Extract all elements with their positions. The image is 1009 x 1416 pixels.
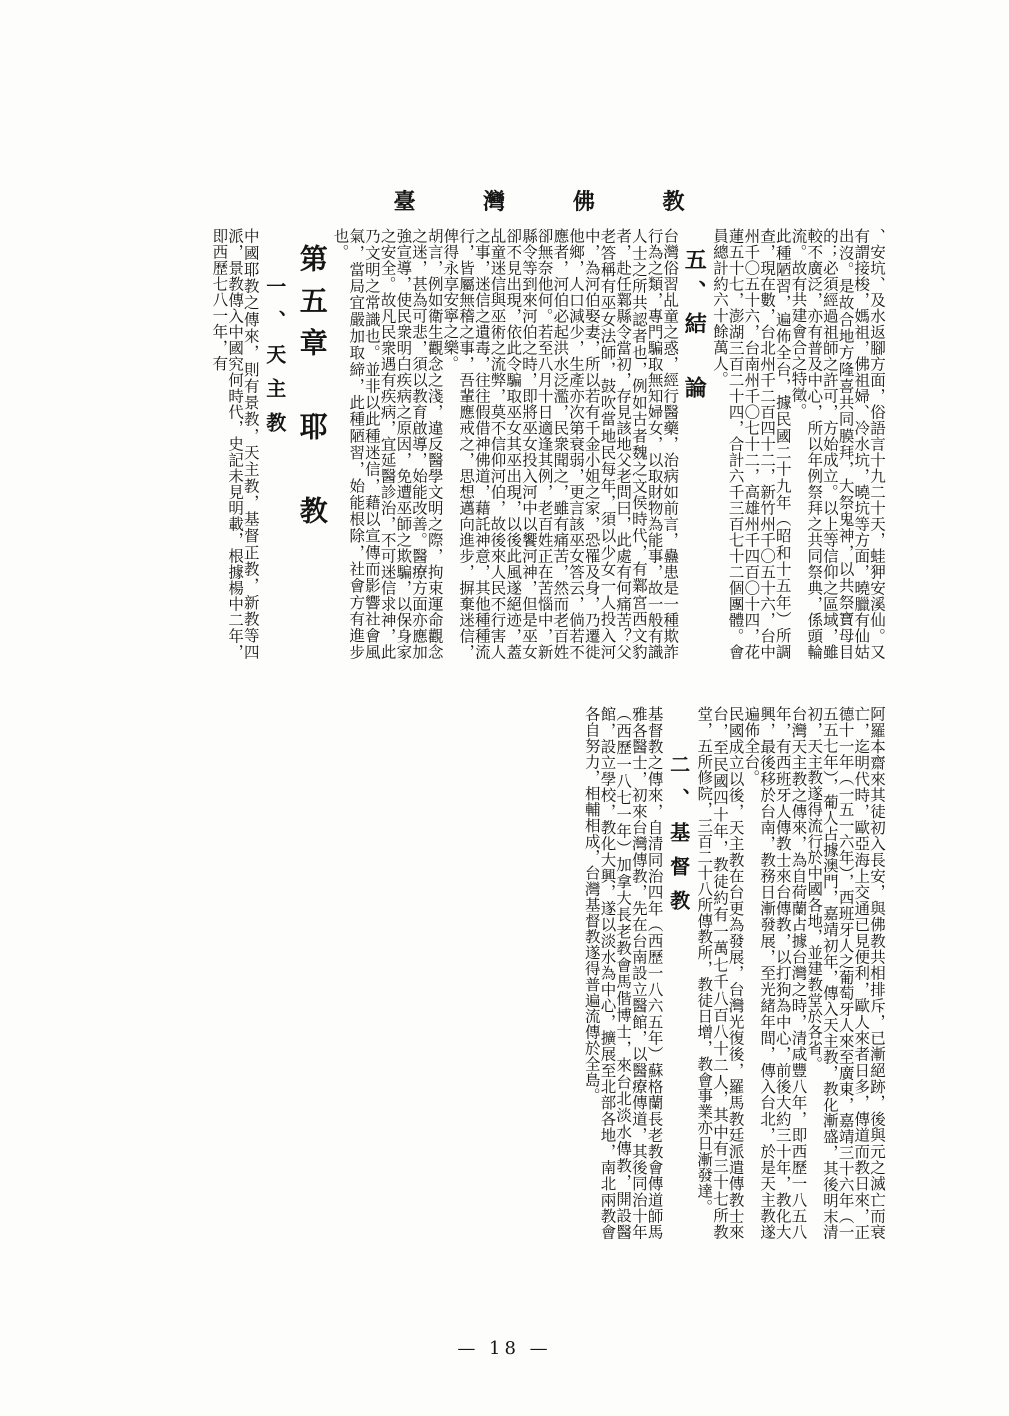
chapter-heading: 第五章 耶 教: [295, 244, 329, 538]
lower-block: [182, 706, 884, 1240]
running-head-title: 臺 灣 佛 教: [393, 188, 715, 215]
lower-para-d: 台灣天主教之傳來，為自荷蘭占據台灣之時，清咸豐八年，即西歷一八五八年，有西班牙人傳教士來台傳教，以打狗為中心，前後大約三十年，教化大興，最後移於台南，教務日漸發展，至光緒年間，傳入台北，於是天主教遂遍佈全台。: [742, 706, 808, 1240]
conclusion-text-2: 胡言，例如衛生觀念之淺，違反醫學文明之際，拘束運命觀念之迷，甚為可悲，須以教育啟導，始能改善。醫療方面亦應加強宣導，使民衆明白疾病之原因，免遭巫師之欺騙，以保身家之安全。故凡民衆遇有疾病，宜延醫診治，不可迷信求神，此乃文明之常識也。並非以此種迷信，藉以宣傳而影響社會風氣，當局宜嚴加取締，此種陋習，始能根除，社會方有進步也。: [331, 228, 444, 660]
running-head: [392, 184, 715, 216]
section-heading-conclusion: 五、結 論: [681, 248, 708, 408]
lower-para-c: 阿羅本齋來其徒初入長安，與佛教共相排斥，已漸絕跡，後與元之滅亡而衰亡，迄明代時，歐亞海上交通已見便利，歐人來者日多，傳道而教日來，正德十一年（一五一六年），西班牙人之葡萄牙人來至廣東，嘉靖三十六年（一五五七年），葡人占據澳門，嘉靖初年，傳入天主教，教化漸盛，其後明末清初，天主教遂得流行於中國各地，並建教堂於各省。: [805, 706, 886, 1240]
protestant-text: 基督教之傳來，自清同治四年（西歷一八六五年）蘇格蘭長老教會傳道師馬雅各醫士，初來台灣傳教，先在台南設立醫館，以醫療傳道，其後同治十年（西歷一八七一年）加拿大長老教會馬偕博士，來台北淡水傳教，開設醫館，設立學校，教化大興，遂以淡水為中心，擴展至北部各地，南北兩教會各自努力，相輔相成，台灣基督教遂得普遍流傳於全島。: [582, 706, 664, 1240]
subsection-heading-catholic: 一、天主教: [262, 276, 287, 446]
conclusion-text: 台灣俗習乩童之惑，經行醫藥，治病如前言，蠱患是一種欺詐行為之類，專門騙取無知婦女，以取財物為能事，故一般有識人士之所共認者也，例如古者魏之文侯時代，有鄴宮西文豹者，赴任鄴縣令當初，存見該地父老問曰，此處有何痛苦？父老答稱有巫女法師，鼓吹當地民每年，須以少女一人投入河中，為河伯娶妻，所以若有千金小姐之家，恐罹及身，乃遷徙他鄉，人口減少，生產亦次第衰弱，更言該巫女答云，倘若不應者，河伯必起洪水泛濫，民衆聞之，雖有痛苦，然而老百姓卻無奈他何。若至八月十日適逢其例，老百姓正在苦惱中，新縣令等到來河伯之時，即將巫女投入河中以饗河神，但是巫女卻不見出現，依此令騙取巫女其巫出現，以後此風遂絕迹，蓋乩童迷信與巫術之流弊，莫不信仰河伯，故後來人民不行害人之事，迷信之遺毒，往往假借神佛道，藉託神意，其他種種流行，皆屬無稽之事，吾輩應戒之，思想邁向進步，摒棄迷信，俾得永享安寧之樂。: [441, 228, 680, 660]
upper-block: [172, 228, 884, 660]
upper-para-b: 此種陋習，遍佈全台，據民國二十九年（昭和十五年）所調查，現在數，台北州千二百四十二，新竹州千〇五十六，台中州千〇五十六，台南州千〇七十二，高雄州千四百〇十四，花蓮五十七，澎湖三百二十四，合計六千三百七十二個團體。會員總計約六十餘萬人。: [710, 228, 792, 660]
subsection-heading-protestant: 二、基督教: [666, 754, 691, 924]
lower-para-e: 民國成立以後，天主教在台更為發展，台灣光復後，羅馬教廷派遣傳教士來台，至民國四十年，教徒約有一萬七千八百八十二人，其中有三十七所教堂，五所修院，三百二十八所傳教所，教徒日增，教會事業亦日漸發達。: [695, 706, 745, 1240]
page-number: — 18 —: [457, 1338, 552, 1359]
catholic-intro-text: 中國耶教之傳來，則有景教，天主教，基督正教，新教等四派，景教傳入中國究何時代，史記未見明載，根據楊中二年，即西歷七八一年，有: [210, 228, 260, 660]
upper-para-a: 、安坑、及水返腳方面，俗語言十九二十天，蛙狎安溪仙。又有謂接梭，媽祖，佛祖婦、冷水坑，曉坑等方面，曉臘有仙姑出沒。是故合地方隆喜共同膜拜，大祭鬼神，以共祭寶母目的；必須經過祖師之許可，方始成立。以上等信仰之區域，雖較不廣泛，亦有普及中心，所以年例祭拜之共同祭典，係頭輪流。故有共建會合之特徵。: [789, 228, 886, 660]
